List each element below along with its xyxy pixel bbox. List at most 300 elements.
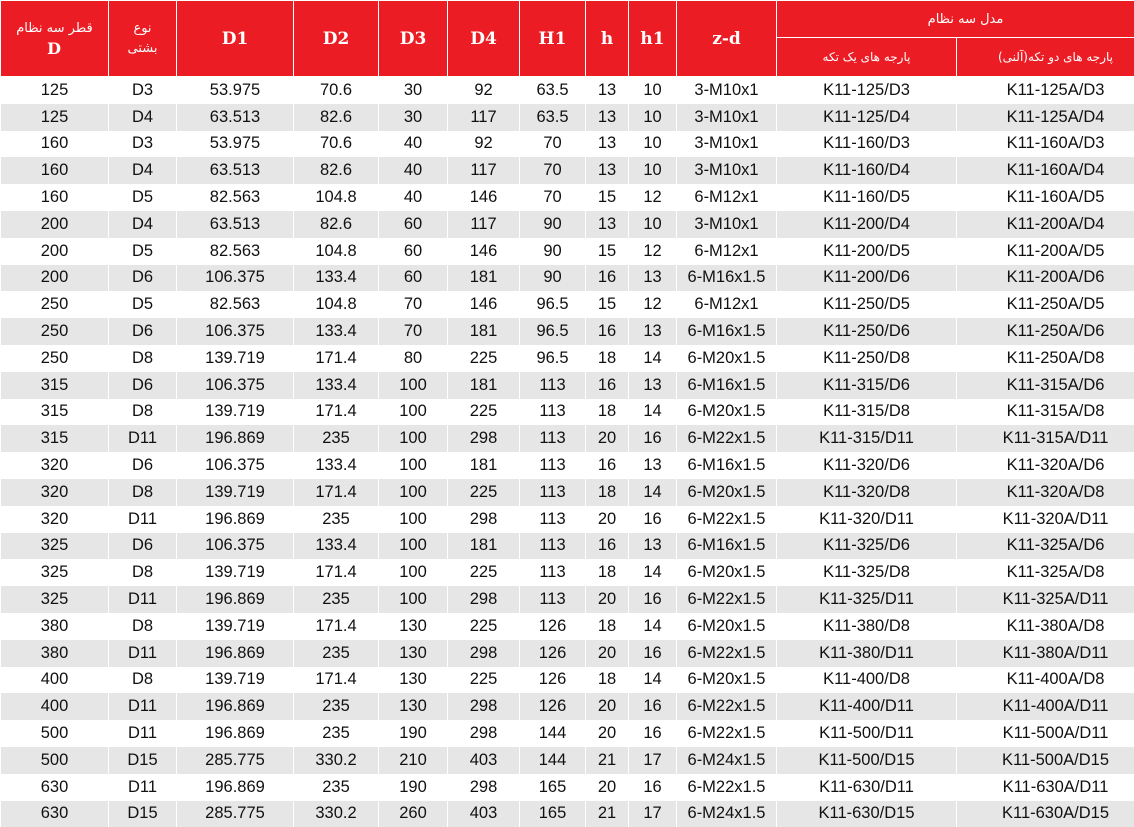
cell-model-one-piece: K11-400/D11 — [777, 693, 957, 720]
table-row — [1, 77, 1134, 104]
cell-model-one-piece: K11-325/D6 — [777, 533, 957, 560]
cell-d4: 146 — [448, 238, 520, 265]
cell-d3: 130 — [379, 667, 448, 694]
header-model: مدل سه نظام — [777, 1, 1134, 38]
cell-back-type: D3 — [109, 77, 177, 104]
table-row — [1, 131, 1134, 158]
cell-model-two-piece: K11-320A/D6 — [957, 452, 1134, 479]
cell-back-type: D6 — [109, 533, 177, 560]
cell-h: 16 — [586, 318, 629, 345]
table-row — [1, 720, 1134, 747]
cell-h1-upper: 113 — [520, 506, 586, 533]
cell-h1: 14 — [629, 479, 677, 506]
cell-d3: 260 — [379, 801, 448, 827]
cell-d4: 298 — [448, 425, 520, 452]
table-row — [1, 801, 1134, 827]
cell-d2: 82.6 — [294, 157, 379, 184]
cell-h1: 16 — [629, 720, 677, 747]
cell-back-type: D5 — [109, 238, 177, 265]
cell-d3: 40 — [379, 184, 448, 211]
cell-h1: 14 — [629, 399, 677, 426]
cell-h: 16 — [586, 265, 629, 292]
cell-d4: 181 — [448, 452, 520, 479]
cell-d2: 171.4 — [294, 613, 379, 640]
cell-back-type: D5 — [109, 291, 177, 318]
cell-h: 16 — [586, 372, 629, 399]
header-h: h — [586, 1, 629, 77]
cell-h1-upper: 63.5 — [520, 104, 586, 131]
cell-d3: 80 — [379, 345, 448, 372]
cell-z-d: 6-M20x1.5 — [677, 559, 777, 586]
cell-z-d: 6-M20x1.5 — [677, 613, 777, 640]
cell-z-d: 6-M12x1 — [677, 184, 777, 211]
cell-model-two-piece: K11-315A/D6 — [957, 372, 1134, 399]
cell-h: 18 — [586, 399, 629, 426]
header-back-type-label: نوع — [133, 21, 151, 36]
cell-model-two-piece: K11-500A/D11 — [957, 720, 1134, 747]
cell-z-d: 6-M16x1.5 — [677, 372, 777, 399]
cell-h1-upper: 90 — [520, 265, 586, 292]
cell-d2: 235 — [294, 774, 379, 801]
cell-d2: 133.4 — [294, 533, 379, 560]
cell-h1-upper: 144 — [520, 747, 586, 774]
cell-h1: 12 — [629, 184, 677, 211]
cell-d2: 171.4 — [294, 479, 379, 506]
cell-model-two-piece: K11-250A/D5 — [957, 291, 1134, 318]
cell-d4: 403 — [448, 801, 520, 827]
cell-d2: 235 — [294, 720, 379, 747]
cell-model-one-piece: K11-320/D6 — [777, 452, 957, 479]
cell-d4: 225 — [448, 667, 520, 694]
cell-back-type: D3 — [109, 131, 177, 158]
cell-d1: 106.375 — [177, 372, 294, 399]
cell-model-two-piece: K11-320A/D11 — [957, 506, 1134, 533]
cell-diameter: 320 — [1, 506, 109, 533]
cell-d3: 190 — [379, 720, 448, 747]
cell-h1: 12 — [629, 238, 677, 265]
cell-model-two-piece: K11-125A/D3 — [957, 77, 1134, 104]
cell-model-one-piece: K11-500/D11 — [777, 720, 957, 747]
cell-h1: 14 — [629, 667, 677, 694]
cell-model-one-piece: K11-315/D11 — [777, 425, 957, 452]
cell-d2: 235 — [294, 640, 379, 667]
cell-diameter: 325 — [1, 586, 109, 613]
cell-z-d: 6-M22x1.5 — [677, 586, 777, 613]
cell-d1: 139.719 — [177, 399, 294, 426]
cell-z-d: 6-M20x1.5 — [677, 345, 777, 372]
header-back-type-sub: بشتی — [109, 41, 176, 57]
cell-model-one-piece: K11-200/D6 — [777, 265, 957, 292]
cell-model-one-piece: K11-320/D11 — [777, 506, 957, 533]
table-row — [1, 345, 1134, 372]
table-row — [1, 211, 1134, 238]
table-row — [1, 559, 1134, 586]
cell-h1: 10 — [629, 131, 677, 158]
cell-model-one-piece: K11-315/D6 — [777, 372, 957, 399]
cell-diameter: 200 — [1, 238, 109, 265]
cell-diameter: 160 — [1, 184, 109, 211]
cell-h1-upper: 113 — [520, 399, 586, 426]
cell-h1-upper: 126 — [520, 667, 586, 694]
cell-h: 20 — [586, 425, 629, 452]
table-row — [1, 586, 1134, 613]
cell-diameter: 250 — [1, 318, 109, 345]
cell-model-two-piece: K11-325A/D8 — [957, 559, 1134, 586]
header-diameter — [1, 1, 109, 77]
cell-diameter: 500 — [1, 720, 109, 747]
cell-d4: 298 — [448, 774, 520, 801]
header-z-d: z-d — [677, 1, 777, 77]
cell-h1: 14 — [629, 345, 677, 372]
table-row — [1, 425, 1134, 452]
cell-h: 15 — [586, 184, 629, 211]
table-row — [1, 693, 1134, 720]
cell-h: 18 — [586, 479, 629, 506]
cell-h: 20 — [586, 640, 629, 667]
cell-back-type: D11 — [109, 720, 177, 747]
cell-d3: 190 — [379, 774, 448, 801]
cell-z-d: 6-M16x1.5 — [677, 318, 777, 345]
cell-h1-upper: 126 — [520, 693, 586, 720]
cell-h: 18 — [586, 345, 629, 372]
cell-diameter: 325 — [1, 533, 109, 560]
cell-d3: 210 — [379, 747, 448, 774]
cell-h: 18 — [586, 613, 629, 640]
cell-d2: 171.4 — [294, 345, 379, 372]
cell-model-one-piece: K11-160/D3 — [777, 131, 957, 158]
cell-model-one-piece: K11-320/D8 — [777, 479, 957, 506]
table-row — [1, 104, 1134, 131]
cell-model-two-piece: K11-160A/D3 — [957, 131, 1134, 158]
cell-z-d: 3-M10x1 — [677, 104, 777, 131]
cell-model-one-piece: K11-325/D8 — [777, 559, 957, 586]
cell-diameter: 400 — [1, 667, 109, 694]
table-row — [1, 399, 1134, 426]
table-row — [1, 533, 1134, 560]
cell-d4: 298 — [448, 720, 520, 747]
cell-d4: 181 — [448, 372, 520, 399]
cell-z-d: 6-M22x1.5 — [677, 693, 777, 720]
table-row — [1, 747, 1134, 774]
cell-model-one-piece: K11-380/D11 — [777, 640, 957, 667]
cell-h1: 10 — [629, 77, 677, 104]
cell-diameter: 250 — [1, 345, 109, 372]
cell-d3: 130 — [379, 640, 448, 667]
cell-h: 18 — [586, 559, 629, 586]
cell-model-one-piece: K11-200/D4 — [777, 211, 957, 238]
cell-back-type: D11 — [109, 425, 177, 452]
cell-back-type: D11 — [109, 693, 177, 720]
cell-h1: 17 — [629, 801, 677, 827]
table-header — [1, 1, 1134, 77]
cell-d1: 106.375 — [177, 265, 294, 292]
cell-h1-upper: 96.5 — [520, 291, 586, 318]
cell-model-two-piece: K11-500A/D15 — [957, 747, 1134, 774]
cell-z-d: 6-M22x1.5 — [677, 425, 777, 452]
header-two-piece: پارجه های دو تکه(آلنی) — [957, 38, 1134, 77]
cell-diameter: 315 — [1, 399, 109, 426]
cell-d1: 285.775 — [177, 801, 294, 827]
cell-model-one-piece: K11-630/D11 — [777, 774, 957, 801]
cell-h1-upper: 126 — [520, 613, 586, 640]
cell-back-type: D11 — [109, 506, 177, 533]
cell-d2: 104.8 — [294, 291, 379, 318]
cell-h1-upper: 113 — [520, 533, 586, 560]
cell-d3: 100 — [379, 559, 448, 586]
cell-model-one-piece: K11-125/D3 — [777, 77, 957, 104]
cell-model-one-piece: K11-160/D4 — [777, 157, 957, 184]
header-back-type — [109, 1, 177, 77]
cell-d1: 196.869 — [177, 693, 294, 720]
cell-d2: 133.4 — [294, 372, 379, 399]
cell-model-one-piece: K11-250/D8 — [777, 345, 957, 372]
cell-model-two-piece: K11-160A/D5 — [957, 184, 1134, 211]
cell-d3: 70 — [379, 318, 448, 345]
cell-h1-upper: 126 — [520, 640, 586, 667]
cell-d3: 100 — [379, 399, 448, 426]
cell-model-one-piece: K11-315/D8 — [777, 399, 957, 426]
header-diameter-label: قطر سه نظام — [16, 21, 92, 36]
cell-h1: 16 — [629, 774, 677, 801]
cell-h1-upper: 144 — [520, 720, 586, 747]
cell-diameter: 125 — [1, 77, 109, 104]
cell-d3: 40 — [379, 157, 448, 184]
cell-d3: 60 — [379, 265, 448, 292]
cell-d2: 104.8 — [294, 238, 379, 265]
cell-d3: 100 — [379, 372, 448, 399]
cell-d1: 106.375 — [177, 318, 294, 345]
cell-d2: 82.6 — [294, 211, 379, 238]
cell-d3: 70 — [379, 291, 448, 318]
cell-z-d: 6-M16x1.5 — [677, 265, 777, 292]
cell-d3: 60 — [379, 238, 448, 265]
cell-back-type: D8 — [109, 559, 177, 586]
cell-h1: 16 — [629, 586, 677, 613]
cell-h1-upper: 70 — [520, 131, 586, 158]
table-row — [1, 452, 1134, 479]
cell-h: 21 — [586, 801, 629, 827]
table-row — [1, 506, 1134, 533]
cell-z-d: 6-M22x1.5 — [677, 720, 777, 747]
cell-d1: 82.563 — [177, 291, 294, 318]
cell-back-type: D4 — [109, 157, 177, 184]
cell-model-two-piece: K11-200A/D6 — [957, 265, 1134, 292]
header-one-piece: پارجه های یک تکه — [777, 38, 957, 77]
cell-model-one-piece: K11-380/D8 — [777, 613, 957, 640]
cell-d4: 181 — [448, 533, 520, 560]
cell-z-d: 6-M16x1.5 — [677, 533, 777, 560]
cell-h1: 13 — [629, 265, 677, 292]
cell-d1: 196.869 — [177, 774, 294, 801]
cell-h: 20 — [586, 506, 629, 533]
cell-h: 15 — [586, 291, 629, 318]
cell-h1-upper: 165 — [520, 774, 586, 801]
cell-diameter: 320 — [1, 452, 109, 479]
cell-diameter: 380 — [1, 640, 109, 667]
cell-back-type: D6 — [109, 265, 177, 292]
cell-back-type: D6 — [109, 372, 177, 399]
cell-d4: 117 — [448, 211, 520, 238]
cell-h1: 16 — [629, 425, 677, 452]
cell-d4: 225 — [448, 479, 520, 506]
cell-model-one-piece: K11-250/D6 — [777, 318, 957, 345]
table-row — [1, 774, 1134, 801]
cell-z-d: 3-M10x1 — [677, 77, 777, 104]
cell-h1: 10 — [629, 211, 677, 238]
cell-d3: 30 — [379, 77, 448, 104]
cell-back-type: D8 — [109, 345, 177, 372]
table-row — [1, 667, 1134, 694]
cell-h1: 13 — [629, 533, 677, 560]
cell-model-two-piece: K11-200A/D4 — [957, 211, 1134, 238]
cell-model-two-piece: K11-320A/D8 — [957, 479, 1134, 506]
cell-back-type: D5 — [109, 184, 177, 211]
cell-h1-upper: 113 — [520, 479, 586, 506]
cell-h1-upper: 63.5 — [520, 77, 586, 104]
cell-model-two-piece: K11-400A/D11 — [957, 693, 1134, 720]
cell-d3: 100 — [379, 586, 448, 613]
cell-h: 21 — [586, 747, 629, 774]
cell-d3: 100 — [379, 506, 448, 533]
cell-d2: 133.4 — [294, 318, 379, 345]
cell-d4: 298 — [448, 506, 520, 533]
cell-diameter: 200 — [1, 265, 109, 292]
cell-h1-upper: 96.5 — [520, 345, 586, 372]
cell-d1: 63.513 — [177, 104, 294, 131]
cell-z-d: 3-M10x1 — [677, 131, 777, 158]
cell-d3: 30 — [379, 104, 448, 131]
cell-diameter: 160 — [1, 131, 109, 158]
cell-model-two-piece: K11-325A/D11 — [957, 586, 1134, 613]
cell-d3: 130 — [379, 613, 448, 640]
header-h1: h1 — [629, 1, 677, 77]
cell-h: 20 — [586, 720, 629, 747]
cell-h1-upper: 113 — [520, 586, 586, 613]
cell-d4: 181 — [448, 318, 520, 345]
cell-h: 20 — [586, 586, 629, 613]
cell-d1: 139.719 — [177, 667, 294, 694]
cell-d3: 130 — [379, 693, 448, 720]
cell-d4: 403 — [448, 747, 520, 774]
cell-d2: 235 — [294, 586, 379, 613]
table-row — [1, 291, 1134, 318]
cell-model-two-piece: K11-630A/D15 — [957, 801, 1134, 827]
cell-d1: 196.869 — [177, 425, 294, 452]
cell-h1-upper: 70 — [520, 184, 586, 211]
cell-h: 15 — [586, 238, 629, 265]
cell-diameter: 160 — [1, 157, 109, 184]
cell-d4: 146 — [448, 184, 520, 211]
cell-h: 18 — [586, 667, 629, 694]
cell-d1: 285.775 — [177, 747, 294, 774]
cell-d4: 298 — [448, 640, 520, 667]
cell-diameter: 380 — [1, 613, 109, 640]
cell-model-two-piece: K11-630A/D11 — [957, 774, 1134, 801]
cell-d4: 225 — [448, 559, 520, 586]
table-row — [1, 238, 1134, 265]
cell-d1: 139.719 — [177, 345, 294, 372]
cell-model-two-piece: K11-315A/D8 — [957, 399, 1134, 426]
cell-diameter: 320 — [1, 479, 109, 506]
cell-d1: 196.869 — [177, 720, 294, 747]
cell-h1: 16 — [629, 693, 677, 720]
cell-d1: 53.975 — [177, 131, 294, 158]
table-row — [1, 265, 1134, 292]
cell-back-type: D6 — [109, 318, 177, 345]
cell-diameter: 400 — [1, 693, 109, 720]
cell-h1: 16 — [629, 640, 677, 667]
table-body — [1, 77, 1134, 827]
cell-back-type: D15 — [109, 801, 177, 827]
cell-z-d: 6-M20x1.5 — [677, 667, 777, 694]
cell-back-type: D8 — [109, 479, 177, 506]
cell-model-two-piece: K11-380A/D8 — [957, 613, 1134, 640]
cell-back-type: D15 — [109, 747, 177, 774]
table-row — [1, 479, 1134, 506]
header-h1-upper: H1 — [520, 1, 586, 77]
cell-model-two-piece: K11-250A/D6 — [957, 318, 1134, 345]
cell-model-one-piece: K11-250/D5 — [777, 291, 957, 318]
cell-d2: 235 — [294, 425, 379, 452]
cell-model-two-piece: K11-125A/D4 — [957, 104, 1134, 131]
cell-h1: 10 — [629, 104, 677, 131]
cell-h: 16 — [586, 452, 629, 479]
cell-z-d: 6-M24x1.5 — [677, 747, 777, 774]
cell-model-two-piece: K11-380A/D11 — [957, 640, 1134, 667]
table-row — [1, 184, 1134, 211]
header-d2: D2 — [294, 1, 379, 77]
cell-z-d: 3-M10x1 — [677, 211, 777, 238]
cell-model-one-piece: K11-200/D5 — [777, 238, 957, 265]
cell-model-one-piece: K11-325/D11 — [777, 586, 957, 613]
cell-d1: 106.375 — [177, 533, 294, 560]
cell-d3: 100 — [379, 425, 448, 452]
header-d4: D4 — [448, 1, 520, 77]
cell-d4: 92 — [448, 77, 520, 104]
cell-back-type: D11 — [109, 640, 177, 667]
cell-d3: 60 — [379, 211, 448, 238]
table-row — [1, 372, 1134, 399]
cell-h1: 12 — [629, 291, 677, 318]
cell-back-type: D8 — [109, 613, 177, 640]
cell-d3: 100 — [379, 533, 448, 560]
cell-d2: 235 — [294, 506, 379, 533]
cell-model-one-piece: K11-630/D15 — [777, 801, 957, 827]
cell-d1: 53.975 — [177, 77, 294, 104]
cell-diameter: 200 — [1, 211, 109, 238]
cell-d3: 100 — [379, 452, 448, 479]
cell-model-one-piece: K11-160/D5 — [777, 184, 957, 211]
cell-h1: 14 — [629, 559, 677, 586]
cell-d2: 235 — [294, 693, 379, 720]
cell-d1: 196.869 — [177, 506, 294, 533]
cell-back-type: D8 — [109, 667, 177, 694]
cell-d2: 104.8 — [294, 184, 379, 211]
cell-d2: 133.4 — [294, 265, 379, 292]
cell-h1: 13 — [629, 318, 677, 345]
cell-h: 13 — [586, 157, 629, 184]
cell-d4: 117 — [448, 157, 520, 184]
cell-model-two-piece: K11-315A/D11 — [957, 425, 1134, 452]
cell-h1-upper: 70 — [520, 157, 586, 184]
cell-z-d: 6-M20x1.5 — [677, 399, 777, 426]
cell-back-type: D4 — [109, 211, 177, 238]
cell-d1: 82.563 — [177, 238, 294, 265]
header-d1: D1 — [177, 1, 294, 77]
cell-d1: 106.375 — [177, 452, 294, 479]
cell-d1: 139.719 — [177, 613, 294, 640]
cell-model-two-piece: K11-325A/D6 — [957, 533, 1134, 560]
